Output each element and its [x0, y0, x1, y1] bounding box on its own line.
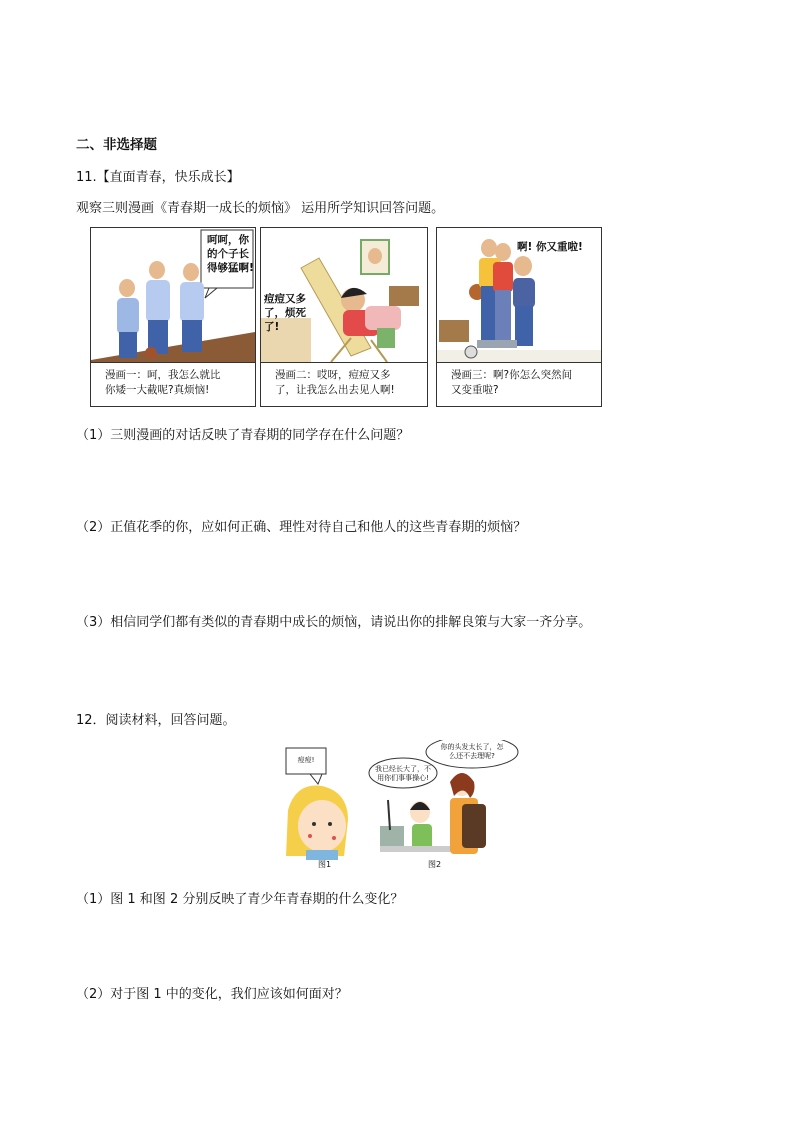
question-12-figure — [278, 740, 528, 870]
comic-1-caption: 漫画一：呵，我怎么就比 你矮一大截呢?真烦恼! — [91, 362, 255, 406]
figure-1-bubble: 痘痘! — [297, 756, 315, 764]
figure-2-bubble-son: 我已经长大了，不 用你们事事操心! — [375, 765, 431, 782]
comic-3-caption: 漫画三：啊?你怎么突然间 又变重啦? — [437, 362, 601, 406]
question-11-sub-1: （1）三则漫画的对话反映了青春期的同学存在什么问题？ — [76, 428, 410, 443]
question-12-sub-2: （2）对于图 1 中的变化，我们应该如何面对？ — [76, 987, 348, 1002]
section-title: 二、非选择题 — [76, 137, 157, 153]
question-11-intro: 观察三则漫画《青春期一成长的烦恼》 运用所学知识回答问题。 — [76, 201, 445, 216]
comic-strip — [90, 227, 602, 407]
comic-panel-2 — [260, 227, 428, 407]
comic-panel-1 — [90, 227, 256, 407]
comic-1-bubble: 呵呵，你 的个子长 得够猛啊! — [207, 234, 254, 274]
comic-panel-3 — [436, 227, 602, 407]
question-11-heading: 11.【直面青春，快乐成长】 — [76, 170, 240, 185]
question-11-sub-2: （2）正值花季的你，应如何正确、理性对待自己和他人的这些青春期的烦恼？ — [76, 520, 527, 535]
question-12-sub-1: （1）图 1 和图 2 分别反映了青少年青春期的什么变化？ — [76, 892, 404, 907]
figure-2-label: 图2 — [428, 860, 442, 869]
comic-3-bubble: 啊! 你又重啦! — [517, 241, 583, 253]
question-11-sub-3: （3）相信同学们都有类似的青春期中成长的烦恼，请说出你的排解良策与大家一齐分享。 — [76, 615, 592, 630]
comic-2-caption: 漫画二：哎呀，痘痘又多 了，让我怎么出去见人啊! — [261, 362, 427, 406]
comic-2-bubble: 痘痘又多 了，烦死 了! — [264, 293, 306, 333]
figure-2-bubble-mother: 你的头发太长了，怎 么还不去理呢? — [440, 743, 504, 760]
figure-1-label: 图1 — [318, 860, 332, 869]
question-12-heading: 12．阅读材料，回答问题。 — [76, 713, 236, 728]
